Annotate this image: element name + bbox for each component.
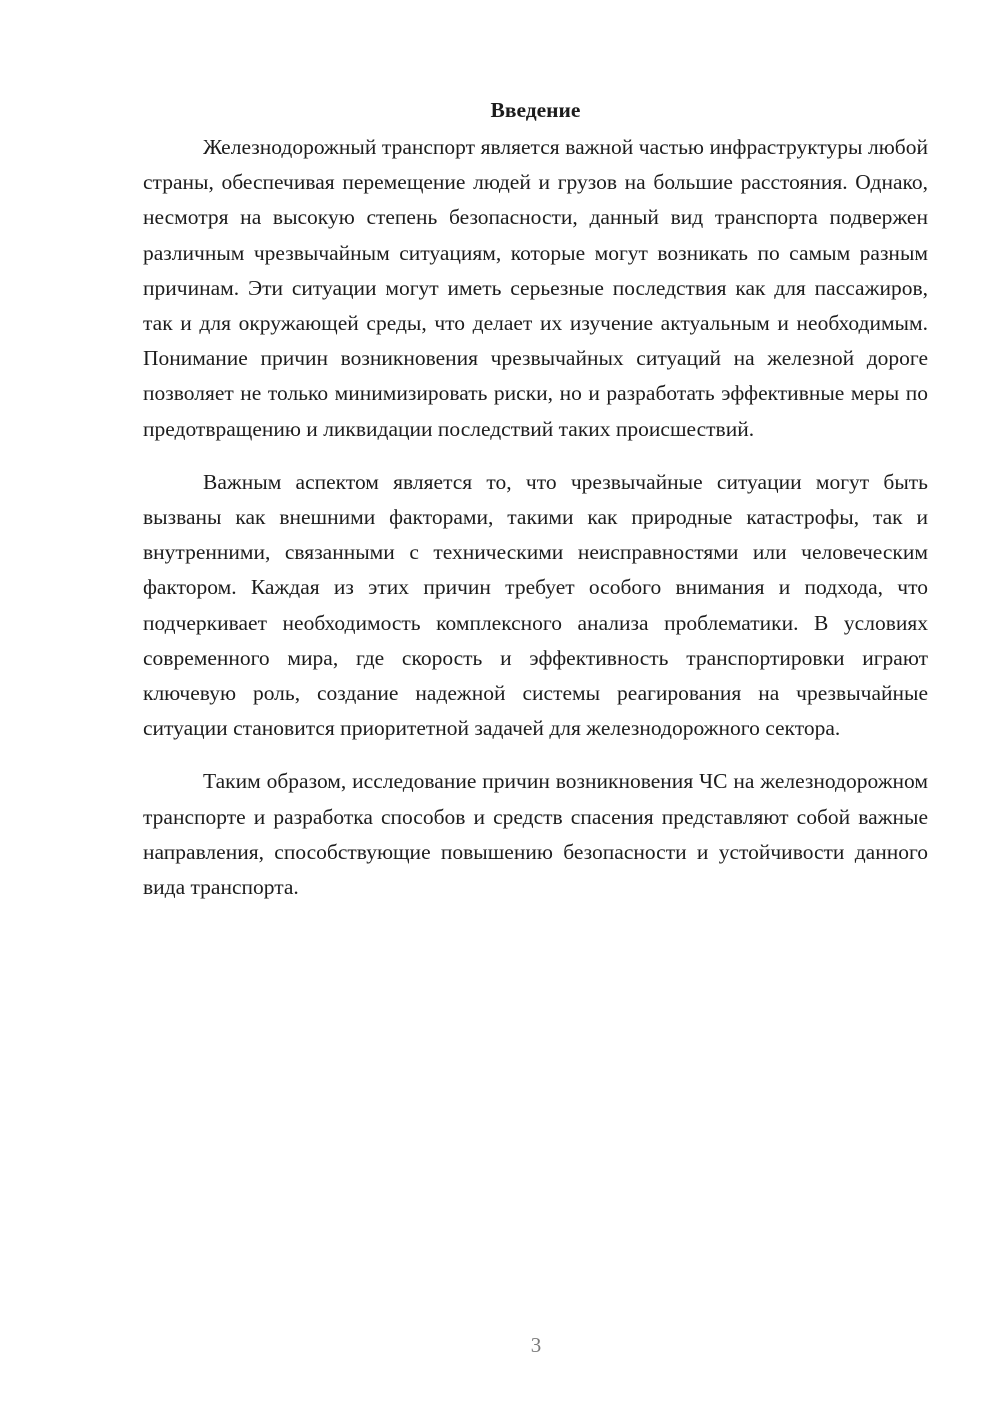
- page-number: 3: [530, 1333, 542, 1357]
- paragraph-conclusion: Таким образом, исследование причин возникновения ЧС на железнодорожном транспорте и разработка способов и средств спасения представляют собой важные направления, способствующие повышению безопасности и устойчивости данного вида транспорта.: [143, 769, 928, 900]
- paragraph-intro: Железнодорожный транспорт является важной частью инфраструктуры любой страны, обеспечивая перемещение людей и грузов на большие расстояния. Однако, несмотря на высокую степень безопасности, данный вид транспорта подвержен различным чрезвычайным ситуациям, которые могут возникать по самым разным причинам. Эти ситуации могут иметь серьезные последствия как для пассажиров, так и для окружающей среды, что делает их изучение актуальным и необходимым. Понимание причин возникновения чрезвычайных ситуаций на железной дороге позволяет не только минимизировать риски, но и разработать эффективные меры по предотвращению и ликвидации последствий таких происшествий.: [143, 135, 928, 441]
- paragraph-causes: Важным аспектом является то, что чрезвычайные ситуации могут быть вызваны как внешними факторами, такими как природные катастрофы, так и внутренними, связанными с техническими неисправностями или человеческим фактором. Каждая из этих причин требует особого внимания и подхода, что подчеркивает необходимость комплексного анализа проблематики. В условиях современного мира, где скорость и эффективность транспортировки играют ключевую роль, создание надежной системы реагирования на чрезвычайные ситуации становится приоритетной задачей для железнодорожного сектора.: [143, 469, 928, 741]
- section-heading: Введение: [490, 98, 581, 122]
- page-content: [143, 92, 928, 923]
